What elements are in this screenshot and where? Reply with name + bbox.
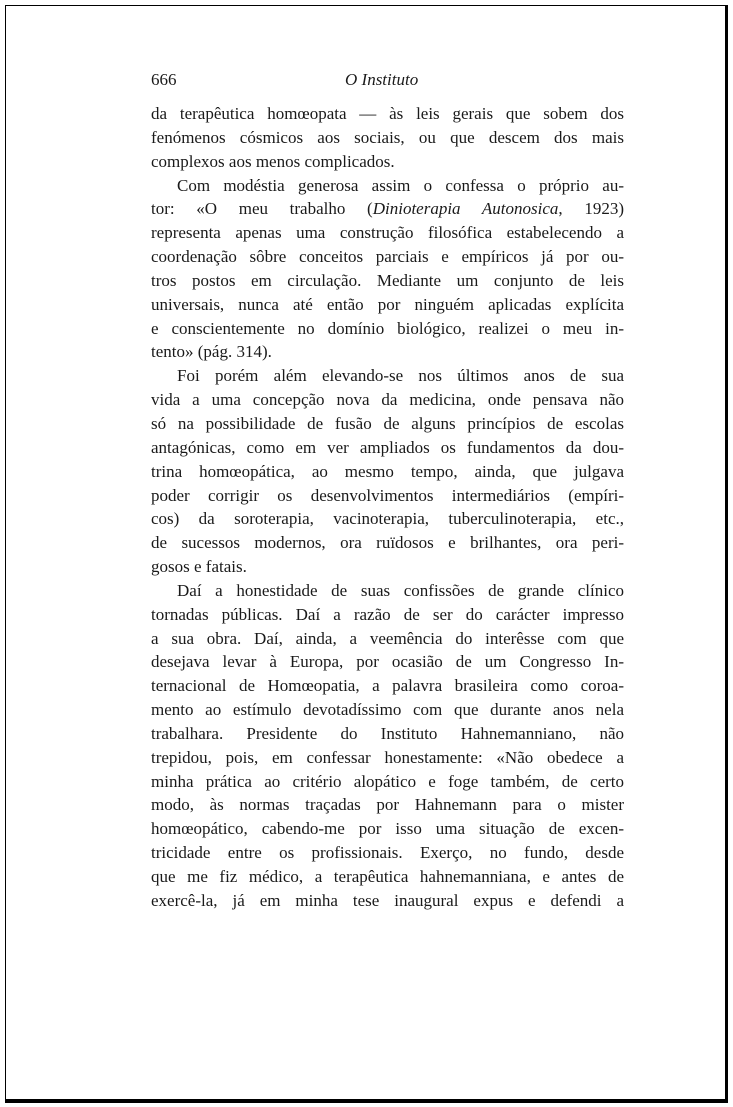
book-page [151,62,624,913]
text-line: tor: «O meu trabalho (Dinioterapia Autonosica, 1923) [151,199,625,219]
text-line: tornadas públicas. Daí a razão de ser do carácter impresso [151,604,624,624]
text-line: vida a uma concepção nova da medicina, onde pensava não [151,390,624,410]
text-line: só na possibilidade de fusão de alguns princípios de escolas [151,413,624,433]
text-line: trina homœopática, ao mesmo tempo, ainda, que julgava [151,461,624,481]
frame-shadow-right [725,5,728,1102]
frame-shadow-bottom [5,1100,728,1103]
text-line: coordenação sôbre conceitos parciais e empíricos já por ou- [151,247,624,267]
text-line: ternacional de Homœopatia, a palavra brasileira como coroa- [151,676,624,696]
text-line: a sua obra. Daí, ainda, a veemência do interêsse com que [151,628,624,648]
text-line: tricidade entre os profissionais. Exerço, no fundo, desde [151,843,624,863]
paragraph-4 [151,579,624,913]
text-line: representa apenas uma construção filosófica estabelecendo a [151,223,624,243]
text-line: fenómenos cósmicos aos sociais, ou que descem dos mais [151,127,624,147]
text-line: de sucessos modernos, ora ruïdosos e brilhantes, ora peri- [151,533,624,553]
text-line: minha prática ao critério alopático e foge também, de certo [151,771,624,791]
text-line: Com modéstia generosa assim o confessa o próprio au- [177,175,624,195]
text-line: antagónicas, como em ver ampliados os fundamentos da dou- [151,437,624,457]
text-line: mento ao estímulo devotadíssimo com que durante anos nela [151,700,624,720]
text-line: Foi porém além elevando-se nos últimos anos de sua [177,366,624,386]
text-line: universais, nunca até então por ninguém aplicadas explícita [151,294,624,314]
page-number: 666 [151,70,177,89]
paragraph-1 [151,102,624,174]
book-title: Dinioterapia Autonosica [372,199,559,219]
text-line: Daí a honestidade de suas confissões de grande clínico [177,580,624,600]
paragraph-3 [151,364,624,579]
text-line: que me fiz médico, a terapêutica hahnemanniana, e antes de [151,867,624,886]
text-line: cos) da soroterapia, vacinoterapia, tuberculinoterapia, etc., [151,509,624,529]
text-line: e conscientemente no domínio biológico, realizei o meu in- [151,318,624,338]
text-line: da terapêutica homœopata — às leis gerais que sobem dos [151,104,624,123]
text-line: trepidou, pois, em confessar honestamente: «Não obedece a [151,747,624,767]
text-line: tento» (pág. 314). [151,342,272,362]
text-line: tros postos em circulação. Mediante um conjunto de leis [151,270,624,290]
paragraph-2 [151,174,624,365]
text-line: gosos e fatais. [151,557,247,577]
page-header [151,62,624,102]
text-line: desejava levar à Europa, por ocasião de um Congresso In- [151,652,624,672]
text-line: poder corrigir os desenvolvimentos intermediários (empíri- [151,485,624,505]
body-text [151,102,624,913]
text-line: modo, às normas traçadas por Hahnemann para o mister [151,795,624,815]
text-line: exercê-la, já em minha tese inaugural expus e defendi a [151,890,624,910]
running-title: O Instituto [345,70,419,89]
text-line: trabalhara. Presidente do Instituto Hahnemanniano, não [151,723,624,743]
text-line: complexos aos menos complicados. [151,151,395,171]
text-line: homœopático, cabendo-me por isso uma situação de excen- [151,819,624,839]
